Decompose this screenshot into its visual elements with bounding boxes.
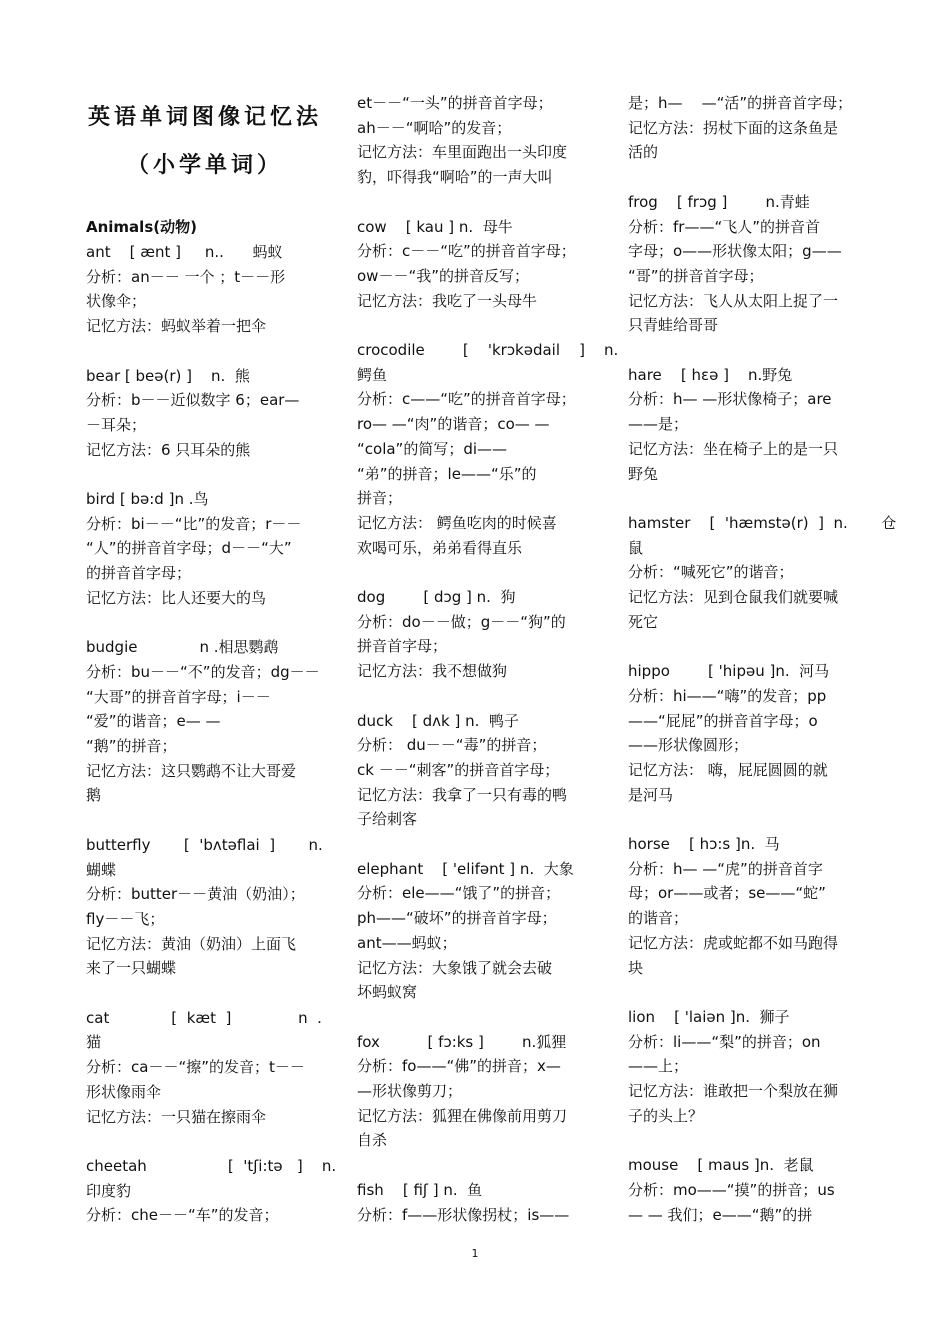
entry-line: 自杀 (357, 1131, 388, 1150)
entry-line: 分析：c－－“吃”的拼音首字母； (357, 242, 576, 261)
entry-line: 鳄鱼 (357, 365, 388, 384)
entry-line: 字母；o——形状像太阳；g—— (628, 242, 842, 261)
entry-line: 记忆方法：我吃了一头母牛 (357, 291, 538, 310)
entry-headword: bird [ bə:d ]n .鸟 (86, 490, 209, 508)
entry-headword: hippo [ 'hipəu ]n. 河马 (628, 662, 830, 681)
entry-headword: elephant [ 'elifənt ] n. 大象 (357, 859, 574, 878)
entry-line: 分析：bu－－“不”的发音；dg－－ (86, 662, 320, 681)
entry-line: 形状像雨伞 (86, 1082, 162, 1101)
entry-line: 记忆方法：6 只耳朵的熊 (86, 440, 251, 459)
entry-headword: bear [ beə(r) ] n. 熊 (86, 366, 250, 385)
entry-headword: fox [ fɔ:ks ] n.狐狸 (357, 1032, 567, 1051)
entry-line: 的拼音首字母； (86, 564, 192, 583)
entry-line: 分析：li——“梨”的拼音；on (628, 1032, 821, 1051)
entry-line: 母；or——或者；se——“蛇” (628, 884, 826, 903)
entry-line: 分析：do－－做；g－－“狗”的 (357, 612, 566, 631)
entry-line: “爱”的谐音；e— — (86, 712, 221, 731)
word-entry (86, 240, 324, 339)
word-entry (357, 857, 595, 1005)
entry-line: “哥”的拼音首字母； (628, 266, 764, 285)
entry-headword: 是；h— —“活”的拼音首字母； (628, 94, 853, 112)
entry-line: — — 我们；e——“鹅”的拼 (628, 1205, 813, 1224)
entry-line: 拼音； (357, 489, 403, 508)
entry-line: 分析：fo——“佛”的拼音；x— (357, 1057, 561, 1076)
word-entry (86, 1154, 337, 1228)
word-entry (86, 635, 324, 808)
entry-line: 记忆方法：见到仓鼠我们就要喊 (628, 588, 839, 607)
entry-line: 分析：“喊死它”的谐音； (628, 563, 794, 582)
entry-headword: horse [ hɔ:s ]n. 马 (628, 835, 780, 854)
entry-line: 的谐音； (628, 909, 689, 928)
entry-line: ant——蚂蚁； (357, 933, 457, 952)
entry-headword: lion [ 'laiən ]n. 狮子 (628, 1007, 790, 1026)
entry-line: 蝴蝶 (86, 860, 117, 879)
entry-line: 欢喝可乐，弟弟看得直乐 (357, 538, 523, 557)
entry-line: 记忆方法：谁敢把一个梨放在狮 (628, 1082, 839, 1101)
entry-line: 记忆方法：飞人从太阳上捉了一 (628, 291, 839, 310)
entry-headword: et－－“一头”的拼音首字母； (357, 94, 553, 112)
entry-headword: cat [ kæt ] n . (86, 1008, 322, 1027)
entry-line: fly－－飞； (86, 909, 165, 928)
entry-line: “人”的拼音首字母；d－－“大” (86, 539, 292, 558)
word-entry (628, 91, 866, 165)
entry-line: ——形状像圆形； (628, 736, 749, 755)
entry-line: 拼音首字母； (357, 637, 448, 656)
entry-line: 来了一只蝴蝶 (86, 959, 177, 978)
entry-line: 分析：f——形状像拐杖；is—— (357, 1205, 570, 1224)
entry-line: 记忆方法：这只鹦鹉不让大哥爱 (86, 761, 297, 780)
word-entry (86, 1006, 324, 1130)
entry-line: 记忆方法：车里面跑出一头印度 (357, 143, 568, 162)
entry-line: 分析：butter－－黄油（奶油）； (86, 885, 305, 904)
entry-line: “大哥”的拼音首字母；i－－ (86, 687, 271, 706)
entry-headword: ant [ ænt ] n.. 蚂蚁 (86, 243, 283, 261)
entry-line: 分析：mo——“摸”的拼音；us (628, 1180, 835, 1199)
page-number: 1 (471, 1247, 479, 1260)
entry-line: 记忆方法：虎或蛇都不如马跑得 (628, 933, 839, 952)
entry-line: 记忆方法：一只猫在擦雨伞 (86, 1107, 267, 1126)
entry-line: 是河马 (628, 785, 674, 804)
entry-line: 分析：che－－“车”的发音； (86, 1206, 279, 1225)
word-entry (357, 215, 595, 314)
entry-line: 印度豹 (86, 1181, 132, 1200)
entry-line: 状像伞； (86, 292, 147, 311)
entry-headword: mouse [ maus ]n. 老鼠 (628, 1156, 814, 1175)
entry-line: ——“屁屁”的拼音首字母；o (628, 711, 818, 730)
entry-line: 鼠 (628, 538, 644, 557)
entry-line: 记忆方法：拐杖下面的这条鱼是 (628, 118, 839, 137)
entry-line: 鹅 (86, 786, 102, 805)
entry-line: 记忆方法： 嗨，屁屁圆圆的就 (628, 760, 828, 779)
entry-line: ro— —“肉”的谐音；co— — (357, 415, 550, 434)
entry-line: 块 (628, 958, 644, 977)
entry-line: ——是； (628, 415, 689, 434)
entry-headword: cow [ kau ] n. 母牛 (357, 217, 513, 236)
word-entry (628, 1005, 866, 1129)
entry-line: “弟”的拼音；le——“乐”的 (357, 464, 537, 483)
word-entry (628, 511, 897, 635)
entry-line: 分析：fr——“飞人”的拼音首 (628, 217, 820, 236)
entry-line: 分析：ca－－“擦”的发音；t－－ (86, 1058, 305, 1077)
entry-line: —形状像剪刀； (357, 1082, 463, 1101)
word-entry (357, 1178, 595, 1227)
entry-line: 分析：b－－近似数字 6；ear— (86, 391, 300, 410)
word-entry (86, 487, 324, 611)
entry-line: ck －－“刺客”的拼音首字母； (357, 760, 560, 779)
entry-line: 记忆方法： 鳄鱼吃肉的时候喜 (357, 513, 557, 532)
entry-line: 记忆方法：狐狸在佛像前用剪刀 (357, 1106, 568, 1125)
entry-line: 子的头上？ (628, 1106, 704, 1125)
entry-line: 分析：h— —形状像椅子；are (628, 390, 832, 409)
entry-line: 子给刺客 (357, 810, 418, 829)
entry-line: 分析：ele——“饿了”的拼音； (357, 884, 561, 903)
entry-line: 分析：an－－ 一个 ；t－－形 (86, 267, 286, 286)
document-subtitle: （小学单词） (126, 152, 283, 178)
entry-line: ph——“破坏”的拼音首字母； (357, 909, 557, 928)
entry-line: “cola”的简写；di—— (357, 439, 508, 458)
entry-line: 只青蛙给哥哥 (628, 316, 719, 335)
entry-line: 记忆方法：我拿了一只有毒的鸭 (357, 785, 568, 804)
entry-line: ——上； (628, 1057, 689, 1076)
entry-line: 记忆方法：黄油（奶油）上面飞 (86, 934, 297, 953)
word-entry (628, 659, 866, 807)
entry-headword: crocodile [ 'krɔkədail ] n. (357, 341, 619, 359)
entry-headword: budgie n .相思鹦鹉 (86, 638, 279, 657)
entry-line: 死它 (628, 612, 659, 631)
word-entry (628, 190, 866, 338)
word-entry (357, 91, 595, 190)
word-entry (357, 709, 595, 833)
document-title: 英语单词图像记忆法 (87, 104, 322, 130)
entry-headword: frog [ frɔg ] n.青蛙 (628, 192, 810, 211)
entry-line: 坏蚂蚁窝 (357, 983, 418, 1002)
entry-line: 分析：bi－－“比”的发音；r－－ (86, 514, 302, 533)
entry-line: 豹，吓得我“啊哈”的一声大叫 (357, 168, 553, 187)
entry-headword: fish [ fiʃ ] n. 鱼 (357, 1180, 483, 1199)
word-entry (86, 364, 324, 463)
entry-line: 分析：h— —“虎”的拼音首字 (628, 859, 823, 878)
entry-headword: duck [ dʌk ] n. 鸭子 (357, 711, 519, 730)
word-entry (628, 363, 866, 487)
entry-line: 分析：hi——“嗨”的发音；pp (628, 686, 827, 705)
entry-line: －耳朵； (86, 415, 147, 434)
entry-line: 野兔 (628, 464, 659, 483)
entry-line: 分析：c——“吃”的拼音首字母； (357, 390, 576, 409)
entry-line: 猫 (86, 1033, 102, 1052)
word-entry (357, 1030, 595, 1154)
word-entry (357, 338, 619, 560)
entry-line: 记忆方法：蚂蚁举着一把伞 (86, 317, 267, 336)
entry-line: 活的 (628, 143, 659, 162)
entry-line: ah－－“啊哈”的发音； (357, 118, 512, 137)
entry-line: “鹅”的拼音； (86, 737, 177, 756)
category-heading: Animals(动物) (86, 218, 197, 236)
entry-line: 分析： du－－“毒”的拼音； (357, 736, 547, 755)
entry-headword: butterfly [ 'bʌtəflai ] n. (86, 835, 323, 854)
word-entry (357, 585, 595, 684)
word-entry (628, 1153, 866, 1227)
word-entry (86, 833, 324, 981)
word-entry (628, 832, 866, 980)
entry-line: 记忆方法：我不想做狗 (357, 662, 508, 681)
entry-line: 记忆方法：坐在椅子上的是一只 (628, 439, 839, 458)
entry-line: 记忆方法：比人还要大的鸟 (86, 588, 267, 607)
entry-line: ow－－“我”的拼音反写； (357, 266, 529, 285)
entry-line: 记忆方法：大象饿了就会去破 (357, 958, 553, 977)
entry-headword: hare [ hεə ] n.野兔 (628, 365, 793, 384)
entry-headword: hamster [ 'hæmstə(r) ] n. 仓 (628, 513, 897, 532)
entry-headword: dog [ dɔg ] n. 狗 (357, 588, 516, 607)
entry-headword: cheetah [ 'tʃi:tə ] n. (86, 1156, 337, 1175)
